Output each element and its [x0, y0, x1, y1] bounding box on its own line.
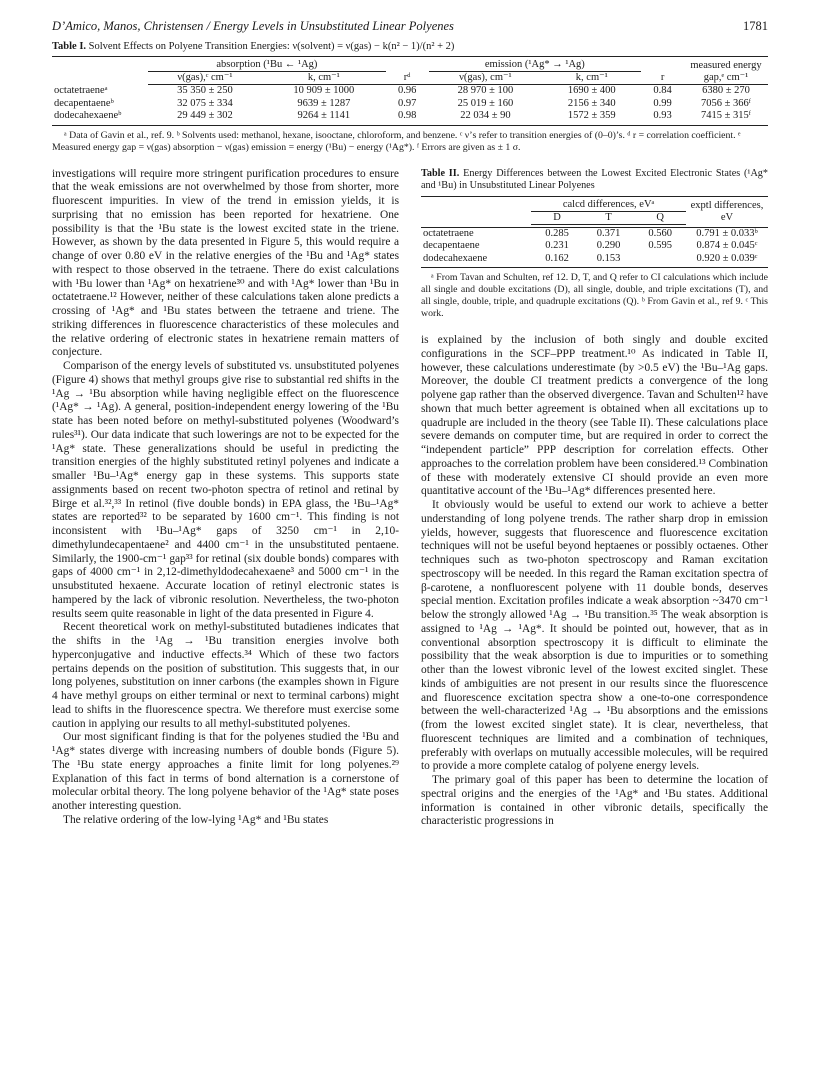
table2-footnote: ᵃ From Tavan and Schulten, ref 12. D, T, and Q refer to CI calculations which include all single and double excitations (D), all single, double, and triple excitations (T), and all single, double, triple, and quadruple excitations (Q). ᵇ From Gavin et al., ref 9. ᶜ This work.: [421, 272, 768, 319]
cell: 0.96: [397, 85, 417, 96]
table2-group-calcd: calcd differences, eVᵃ: [531, 199, 686, 212]
table-row: [52, 98, 768, 111]
table2-col-t: T: [583, 211, 635, 224]
table2: [421, 196, 768, 269]
cell: 1690 ± 400: [567, 85, 616, 96]
cell: 0.290: [596, 240, 621, 251]
cell: 0.231: [545, 240, 569, 251]
body-columns: [52, 168, 768, 830]
cell: 0.371: [596, 227, 621, 239]
cell: 28 970 ± 100: [457, 85, 514, 96]
cell: 25 019 ± 160: [457, 97, 514, 109]
table2-title: Energy Differences between the Lowest Excited Electronic States (¹Ag* and ¹Bu) in Unsubstituted Linear Polyenes: [421, 167, 768, 191]
cell: 7415 ± 315ᶠ: [701, 110, 751, 121]
table1-group-absorption: absorption (¹Bu ← ¹Ag): [148, 59, 386, 72]
cell: 0.99: [653, 97, 672, 109]
table1-col-em-nu: ν(gas), cm⁻¹: [429, 72, 543, 85]
page-number: 1781: [743, 19, 768, 33]
row-label: dodecahexaene: [423, 252, 488, 264]
paragraph: Our most significant finding is that for the polyenes studied the ¹Bu and ¹Ag* states diverge with increasing numbers of double bonds (Figure 5). The ¹Bu state energy approaches a finite limit for long polyenes.²⁹ Explanation of this fact in terms of bond alternation is a cornerstone of molecular orbital theory. The long polyene behavior of the ¹Ag* state poses another interesting question.: [52, 731, 399, 812]
table1-group-emission: emission (¹Ag* → ¹Ag): [429, 59, 642, 72]
row-label: dodecahexaeneᵇ: [54, 110, 122, 121]
cell: 2156 ± 340: [567, 97, 616, 109]
paragraph: Recent theoretical work on methyl-substituted butadienes indicates that the shifts in the ¹Ag → ¹Bu transition energies involve both hyperconjugative and inductive effects.³⁴ Which of these two factors pertains depends on the position of substitution. This suggests that, in our long polyenes, substitution on inner carbons (the examples shown in Figure 4 have methyl groups on either terminal or next to terminal carbons) might lead to shifts in the fluorescence spectra. We therefore must exercise some caution in applying our results to all methyl-substituted polyenes.: [52, 621, 399, 730]
cell: 0.285: [545, 227, 569, 239]
table1: [52, 56, 768, 126]
cell: 32 075 ± 334: [177, 97, 233, 109]
cell: 0.920 ± 0.039ᶜ: [696, 252, 758, 264]
table1-title: Solvent Effects on Polyene Transition Energies: ν(solvent) = ν(gas) − k(n² − 1)/(n² + 2): [88, 41, 455, 52]
cell: 22 034 ± 90: [460, 110, 511, 121]
table1-group-measured: measured energy gap,ᵉ cm⁻¹: [684, 59, 768, 85]
table1-col-em-k: k, cm⁻¹: [542, 72, 641, 85]
running-title: D’Amico, Manos, Christensen / Energy Levels in Unsubstituted Linear Polyenes: [52, 19, 454, 33]
table2-col-q: Q: [634, 211, 686, 224]
cell: 29 449 ± 302: [177, 110, 233, 121]
table-row: [421, 227, 768, 240]
table2-col-d: D: [531, 211, 583, 224]
table1-col-abs-nu: ν(gas),ᶜ cm⁻¹: [148, 72, 262, 85]
table2-label: Table II.: [421, 167, 460, 179]
cell: 0.153: [596, 252, 621, 264]
cell: 0.595: [648, 240, 672, 251]
cell: 7056 ± 366ᶠ: [701, 97, 751, 109]
table-row: [52, 85, 768, 98]
cell: 0.84: [653, 85, 672, 96]
table1-label: Table I.: [52, 41, 87, 52]
cell: 6380 ± 270: [702, 85, 750, 96]
table2-caption: [421, 168, 768, 193]
paragraph: is explained by the inclusion of both singly and double excited configurations in the SCF–PPP treatment.¹⁰ As indicated in Table II, however, these calculations underestimate (by >0.5 eV) the ¹Bu–¹Ag gaps. Moreover, the double CI treatment predicts a convergence of the long polyene gap rather than the observed divergence. Tavan and Schulten¹² have shown that much better agreement is obtained when all excitations up to quadruple are included in the theory (see Table II). These calculations place severe demands on computer time, but are required in order to correct the “independent particle” PPP description for correlation effects. Other approaches to the correlation problem have been considered.¹³ Combination of these with moderately extensive CI should provide an even more quantitative account of the ¹Bu–¹Ag* differences presented here.: [421, 334, 768, 498]
paragraph: investigations will require more stringent purification procedures to ensure that the weak emissions are not overwhelmed by those from shorter, more fluorescent impurities. In view of the trend in emission yields, it is surprising that no emission has been reported for hexatriene. One possibility is that the ¹Bu state is the lowest excited state in the triene. However, as shown by the data presented in Figure 5, this would require a change of over 0.80 eV in the relative energies of the ¹Bu and ¹Ag* states with respect to those observed in the tetraene. There do exist calculations with ¹Bu lower than ¹Ag* on hexatriene³⁰ and with ¹Ag* lower than ¹Bu in octatetraene.¹² However, neither of these calculations taken alone predicts a crossing of ¹Ag* and ¹Bu states between the tetraene and triene. The striking differences in fluorescence characteristics of these molecules and the relative ordering of electronic states in hexatriene remain matters of conjecture.: [52, 167, 399, 359]
cell: 9639 ± 1287: [297, 97, 351, 109]
cell: 0.93: [653, 110, 672, 121]
cell: 0.560: [648, 227, 672, 239]
cell: 10 909 ± 1000: [293, 85, 355, 96]
cell: [634, 253, 686, 266]
table1-footnote: ᵃ Data of Gavin et al., ref. 9. ᵇ Solvents used: methanol, hexane, isooctane, chloroform, and benzene. ᶜ ν’s refer to transition energies of (0–0)’s. ᵈ r = correlation coefficient. ᵉ Measured energy gap = ν(gas) absorption − ν(gas) emission = energy (¹Bu) − energy (¹Ag*). ᶠ Errors are given as ± 1 σ.: [52, 129, 741, 153]
cell: 9264 ± 1141: [297, 110, 351, 121]
table-row: [421, 240, 768, 253]
row-label: octatetraene: [423, 227, 474, 239]
table2-group-exptl: exptl differences, eV: [690, 200, 764, 223]
row-label: decapentaene: [423, 240, 480, 251]
paragraph: It obviously would be useful to extend our work to achieve a better understanding of long polyene trends. The rather sharp drop in emission yields, however, suggests that fluorescence and fluorescence excitation techniques will not be useful beyond heptaenes or possibly octaenes. Other techniques such as two-photon spectroscopy and Raman excitation spectroscopy will be needed. In this regard the Raman excitation spectra of β-carotene, a nonfluorescent polyene with 11 double bonds, deserves special mention. Excitation profiles indicate a weak absorption ~3470 cm⁻¹ below the strongly allowed ¹Ag → ¹Bu transition.³⁵ The weak absorption is assigned to ¹Ag → ¹Ag*. It should be pointed out, however, that as in conventional absorption spectroscopy it is difficult to eliminate the possibility that the weak absorption is due to impurities or to something other than the lowest vibronic level of the lowest excited singlet. These kinds of ambiguities are not present in our results since the fluorescence and fluorescence excitation spectra show a one-to-one correspondence between the well-characterized ¹Ag → ¹Bu absorptions and the emissions (from the lowest excited singlet state). It is clear, nevertheless, that fluorescent techniques are limited and a combination of techniques, preferably with overlaps on mutually accessible molecules, will be required to provide a more complete catalog of polyene energy levels.: [421, 499, 768, 773]
cell: 0.97: [397, 97, 417, 109]
table1-col-em-r: r: [641, 72, 684, 85]
table-row: [52, 110, 768, 123]
cell: 0.791 ± 0.033ᵇ: [696, 227, 758, 239]
right-column: [421, 168, 768, 830]
paragraph: The primary goal of this paper has been to determine the location of spectral origins and the energies of the ¹Ag* and ¹Bu states. Additional information is contained in other vibronic details, specifically the characteristic progressions in: [421, 774, 768, 828]
journal-page: [52, 18, 768, 829]
table1-caption: [52, 40, 768, 53]
cell: 0.98: [397, 110, 417, 121]
row-label: octatetraeneᵃ: [54, 84, 108, 96]
table-row: [421, 253, 768, 266]
row-label: decapentaeneᵇ: [54, 97, 114, 109]
table1-col-abs-k: k, cm⁻¹: [262, 72, 386, 85]
cell: 0.162: [545, 252, 569, 264]
table1-col-abs-r: rᵈ: [386, 72, 429, 85]
running-head: [52, 18, 768, 34]
paragraph: The relative ordering of the low-lying ¹Ag* and ¹Bu states: [63, 813, 329, 826]
cell: 1572 ± 359: [567, 110, 616, 121]
cell: 0.874 ± 0.045ᶜ: [696, 240, 758, 251]
cell: 35 350 ± 250: [177, 85, 233, 96]
left-column: [52, 168, 399, 830]
paragraph: Comparison of the energy levels of substituted vs. unsubstituted polyenes (Figure 4) shows that methyl groups give rise to substantial red shifts in the ¹Ag → ¹Bu absorption while having negligible effect on the fluorescence (¹Ag* → ¹Ag). A general, position-independent energy lowering of the ¹Bu state has been noted before on methyl-substituted polyenes (Woodward’s rules³¹). Our data indicate that such lowerings are not to be expected for the ¹Ag* state. These generalizations should be useful in predicting the transition energies of the highly substituted retinyl polyenes and indicate a smaller ¹Bu–¹Ag* energy gap in these systems. This supports state assignments based on recent two-photon spectra of retinol and retinal by Birge et al.³²,³³ In retinol (five double bonds) in EPA glass, the ¹Bu–¹Ag* states are reported³² to be separated by 1600 cm⁻¹. This finding is not inconsistent with ¹Bu–¹Ag* gaps of 3250 cm⁻¹ in 2,10-dimethylundecapentaene² and 4400 cm⁻¹ in the unsubstituted pentaene. Similarly, the 1900-cm⁻¹ gap³³ for retinal (six double bonds) compares with gaps of 4000 cm⁻¹ in 2,12-dimethyldodecahexaene³ and 5000 cm⁻¹ in the unsubstituted hexaene. Accurate location of retinyl electronic states is hampered by the lack of vibronic resolution. Nevertheless, the two-photon results seem quite reasonable in light of the data presented in Figure 4.: [52, 360, 399, 620]
